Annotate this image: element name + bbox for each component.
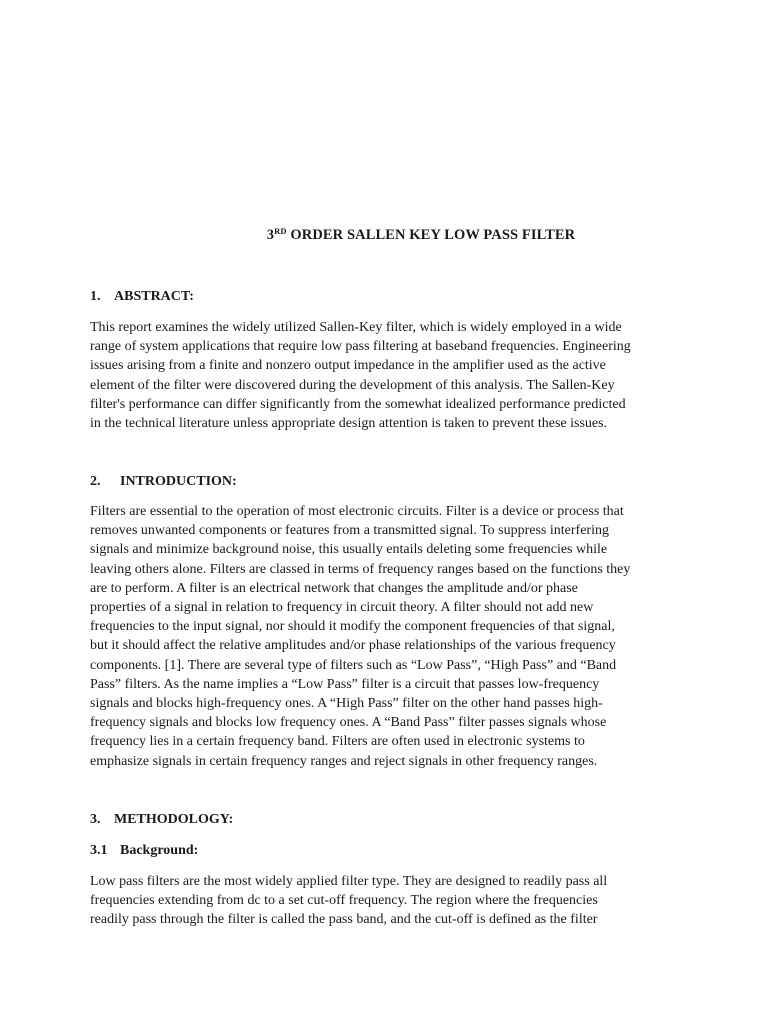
paragraph-line: frequencies to the input signal, nor should it modify the component frequencies of that signal, xyxy=(90,619,615,635)
paragraph-line: leaving others alone. Filters are classed in terms of frequency ranges based on the functions they xyxy=(90,561,631,577)
paragraph-line: components. [1]. There are several type of filters such as “Low Pass”, “High Pass” and “Band xyxy=(90,657,617,673)
title-main: ORDER SALLEN KEY LOW PASS FILTER xyxy=(286,227,576,243)
paragraph-line: This report examines the widely utilized Sallen-Key filter, which is widely employed in a wide xyxy=(90,320,622,335)
introduction-heading xyxy=(90,474,237,490)
methodology-heading xyxy=(90,812,233,828)
background-number: 3.1 xyxy=(90,843,108,858)
background-heading-text: Background: xyxy=(120,843,199,858)
paragraph-line: but it should affect the relative amplitudes and/or phase relationships of the various frequency xyxy=(90,638,616,654)
paragraph-line: Filters are essential to the operation of most electronic circuits. Filter is a device or process that xyxy=(90,504,624,519)
introduction-paragraph xyxy=(90,502,690,771)
paragraph-line: range of system applications that require low pass filtering at baseband frequencies. Engineering xyxy=(90,339,631,355)
paragraph-line: in the technical literature unless appropriate design attention is taken to prevent these issues. xyxy=(90,416,608,432)
paragraph-line: Low pass filters are the most widely applied filter type. They are designed to readily pass all xyxy=(90,874,608,889)
title-superscript: RD xyxy=(274,226,287,236)
paragraph-line: readily pass through the filter is called the pass band, and the cut-off is defined as the filter xyxy=(90,912,598,928)
paragraph-line: frequency signals and blocks low frequency ones. A “Band Pass” filter passes signals whose xyxy=(90,715,607,731)
abstract-paragraph xyxy=(90,318,690,433)
abstract-number: 1. xyxy=(90,289,101,304)
paragraph-line: frequencies extending from dc to a set cut-off frequency. The region where the frequencies xyxy=(90,893,598,909)
paragraph-line: removes unwanted components or features from a transmitted signal. To suppress interfering xyxy=(90,523,609,539)
title-prefix: 3 xyxy=(266,227,275,243)
paragraph-line: properties of a signal in relation to frequency in circuit theory. A filter should not add new xyxy=(90,600,594,616)
introduction-number: 2. xyxy=(90,474,101,489)
document-title xyxy=(0,227,768,244)
abstract-heading xyxy=(90,289,194,305)
paragraph-line: are to perform. A filter is an electrical network that changes the amplitude and/or phase xyxy=(90,580,578,596)
paragraph-line: signals and blocks high-frequency ones. A “High Pass” filter on the other hand passes high- xyxy=(90,696,603,712)
methodology-heading-text: METHODOLOGY: xyxy=(114,812,234,827)
paragraph-line: frequency lies in a certain frequency band. Filters are often used in electronic systems to xyxy=(90,734,585,750)
background-paragraph xyxy=(90,872,690,930)
methodology-number: 3. xyxy=(90,812,101,827)
paragraph-line: emphasize signals in certain frequency ranges and reject signals in other frequency ranges. xyxy=(90,753,598,769)
paragraph-line: signals and minimize background noise, this usually entails deleting some frequencies while xyxy=(90,542,608,558)
paragraph-line: Pass” filters. As the name implies a “Low Pass” filter is a circuit that passes low-frequency xyxy=(90,676,600,692)
paragraph-line: element of the filter were discovered during the development of this analysis. The Sallen-Key xyxy=(90,377,615,393)
paragraph-line: filter's performance can differ significantly from the somewhat idealized performance predicted xyxy=(90,396,626,412)
paragraph-line: issues arising from a finite and nonzero output impedance in the amplifier used as the active xyxy=(90,358,606,374)
abstract-heading-text: ABSTRACT: xyxy=(114,289,194,304)
background-heading xyxy=(90,843,198,859)
introduction-heading-text: INTRODUCTION: xyxy=(120,474,237,489)
